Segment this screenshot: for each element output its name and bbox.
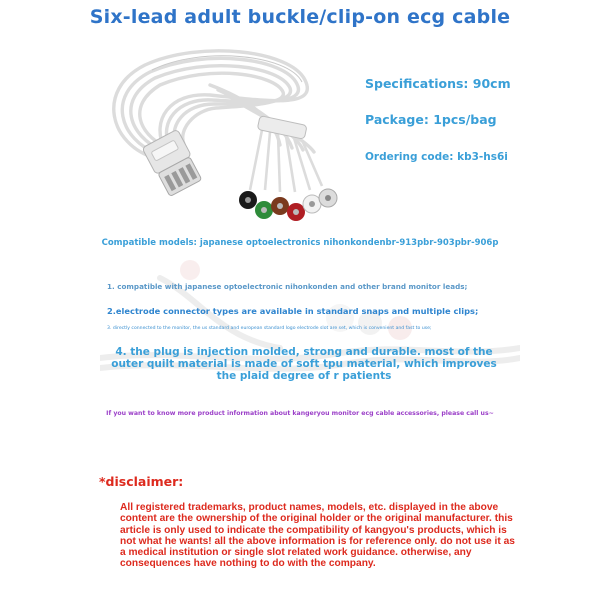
disclaimer-body: All registered trademarks, product names, models, etc. displayed in the above content are the ownership of the original holder or the original manufacturer. this article is only used to indicate the compatibility of kangyou's products, which is not what he wants! all the above information is for reference only. do not use it as a medical institution or single slot related work guidance. otherwise, any consequences have nothing to do with the company. [120,502,515,570]
compatible-models-text: Compatible models: japanese optoelectronics nihonkondenbr-913pbr-903pbr-906p [101,238,499,248]
contact-text: If you want to know more product information about kangeryou monitor ecg cable accessories, please call us~ [106,410,494,417]
ecg-cable-photo-icon [90,40,350,230]
feature-4-text: 4. the plug is injection molded, strong and durable. most of the outer quilt material is made of soft tpu material, which improves the plaid degree of r patients [111,346,497,382]
feature-2-text: 2.electrode connector types are available in standard snaps and multiple clips; [107,306,479,316]
specifications-text: Specifications: 90cm [365,76,511,91]
page-title: Six-lead adult buckle/clip-on ecg cable [89,6,511,28]
package-text: Package: 1pcs/bag [365,112,497,127]
feature-3-text: 3. directly connected to the monitor, the us standard and european standard logo electrode slot are set, which is convenient and fast to use; [107,326,432,331]
ordering-code-text: Ordering code: kb3-hs6i [365,151,508,163]
disclaimer-title: *disclaimer: [99,474,184,489]
feature-1-text: 1. compatible with japanese optoelectronic nihonkonden and other brand monitor leads; [107,282,468,291]
